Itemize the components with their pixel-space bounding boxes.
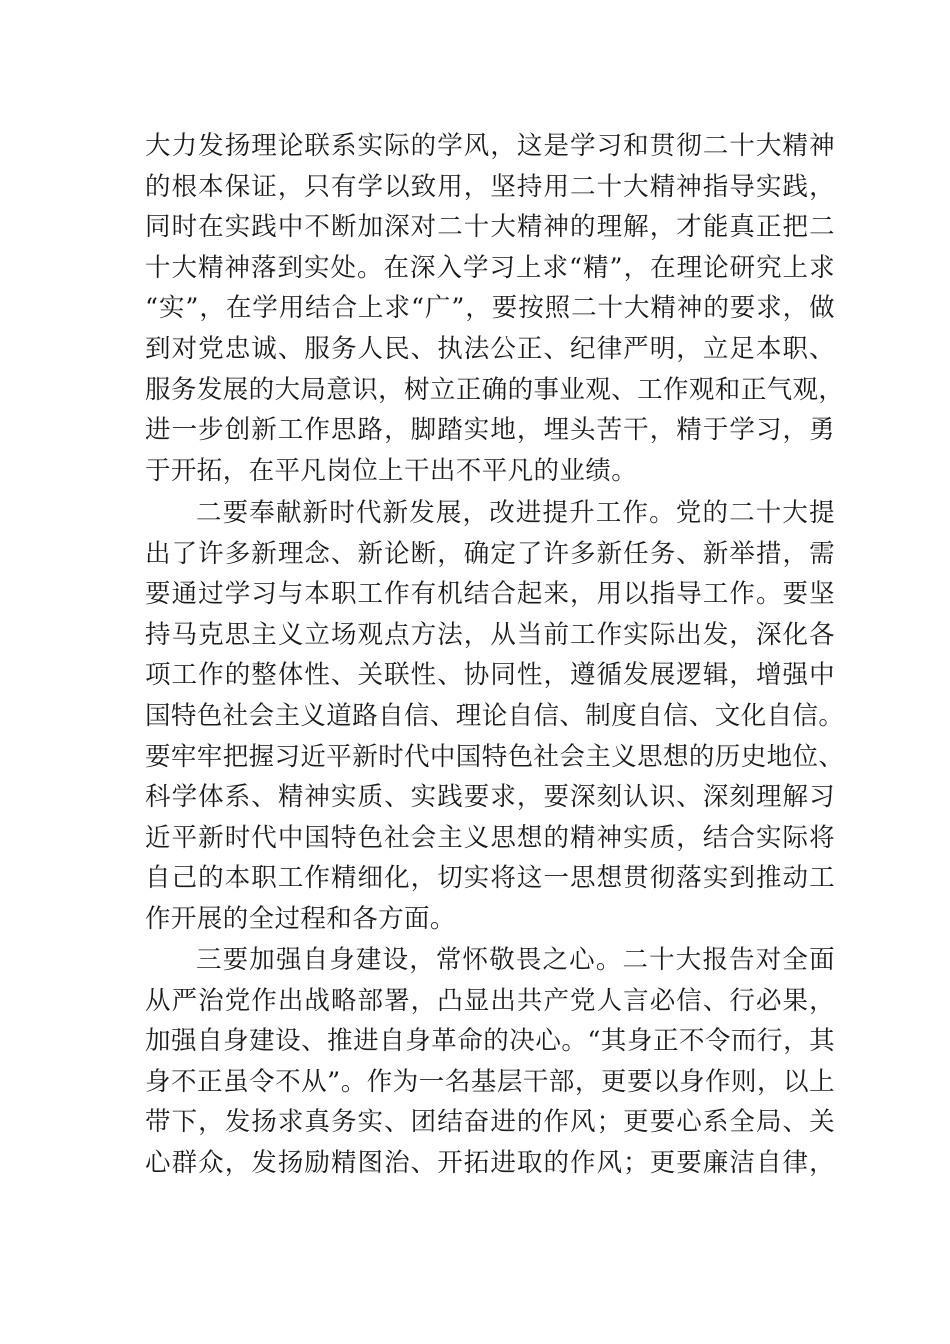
paragraph-line: 到对党忠诚、服务人民、执法公正、纪律严明，立足本职、 [145,333,835,364]
paragraph-line: 项工作的整体性、关联性、协同性，遵循发展逻辑，增强中 [145,660,835,691]
paragraph-line: 加强自身建设、推进自身革命的决心。“其身正不令而行，其 [145,1026,835,1057]
paragraph-2 [145,493,845,940]
paragraph-line: 十大精神落到实处。在深入学习上求“精”，在理论研究上求 [145,252,835,283]
paragraph-line: 服务发展的大局意识，树立正确的事业观、工作观和正气观， [145,374,845,405]
paragraph-line: 二要奉献新时代新发展，改进提升工作。党的二十大提 [196,498,835,528]
paragraph-line: 于开拓，在平凡岗位上干出不平凡的业绩。 [145,455,638,486]
paragraph-line: 身不正虽令不从”。作为一名基层干部，更要以身作则，以上 [145,1066,835,1097]
paragraph-line: 心群众，发扬励精图治、开拓进取的作风；更要廉洁自律， [145,1147,835,1178]
paragraph-line: 带下，发扬求真务实、团结奋进的作风；更要心系全局、关 [145,1107,835,1138]
paragraph-line: 进一步创新工作思路，脚踏实地，埋头苦干，精于学习，勇 [145,415,835,446]
paragraph-1 [145,126,845,491]
paragraph-line: 科学体系、精神实质、实践要求，要深刻认识、深刻理解习 [145,782,835,813]
paragraph-3 [145,940,835,1184]
paragraph-line: 要通过学习与本职工作有机结合起来，用以指导工作。要坚 [145,579,835,610]
paragraph-line: 的根本保证，只有学以致用，坚持用二十大精神指导实践， [145,171,835,202]
paragraph-line: “实”，在学用结合上求“广”，要按照二十大精神的要求，做 [145,293,835,324]
paragraph-line: 近平新时代中国特色社会主义思想的精神实质，结合实际将 [145,822,835,853]
paragraph-line: 国特色社会主义道路自信、理论自信、制度自信、文化自信。 [145,700,845,731]
paragraph-line: 要牢牢把握习近平新时代中国特色社会主义思想的历史地位、 [145,741,845,772]
paragraph-line: 同时在实践中不断加深对二十大精神的理解，才能真正把二 [145,212,835,243]
paragraph-line: 自己的本职工作精细化，切实将这一思想贯彻落实到推动工 [145,863,835,894]
paragraph-line: 从严治党作出战略部署，凸显出共产党人言必信、行必果， [145,985,835,1016]
paragraph-line: 大力发扬理论联系实际的学风，这是学习和贯彻二十大精神 [145,131,835,161]
paragraph-line: 作开展的全过程和各方面。 [145,903,456,934]
paragraph-line: 三要加强自身建设，常怀敬畏之心。二十大报告对全面 [196,945,835,975]
paragraph-line: 出了许多新理念、新论断，确定了许多新任务、新举措，需 [145,538,835,569]
paragraph-line: 持马克思主义立场观点方法，从当前工作实际出发，深化各 [145,619,835,650]
